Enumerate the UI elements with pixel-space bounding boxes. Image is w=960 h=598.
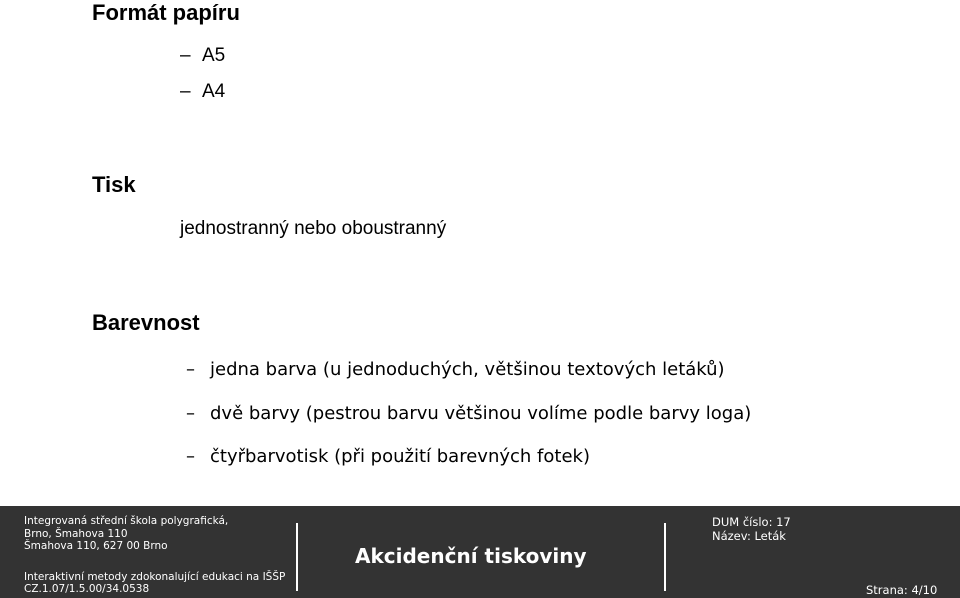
school-city: Brno, Šmahova 110 bbox=[24, 528, 128, 540]
dum-number: DUM číslo: 17 bbox=[712, 515, 791, 529]
list-item: – čtyřbarvotisk (při použití barevných fotek) bbox=[186, 446, 590, 467]
school-address: Šmahova 110, 627 00 Brno bbox=[24, 540, 168, 552]
list-item: – dvě barvy (pestrou barvu většinou volíme podle barvy loga) bbox=[186, 403, 752, 424]
heading-format: Formát papíru bbox=[92, 0, 240, 25]
project-name: Interaktivní metody zdokonalující edukaci na IŠŠP bbox=[24, 571, 286, 583]
project-code: CZ.1.07/1.5.00/34.0538 bbox=[24, 583, 150, 595]
footer-divider-left bbox=[296, 523, 298, 591]
page-number: Strana: 4/10 bbox=[866, 583, 938, 597]
list-item: – A5 bbox=[180, 45, 226, 66]
list-item: – A4 bbox=[180, 81, 226, 102]
list-item: jednostranný nebo oboustranný bbox=[180, 218, 447, 239]
heading-tisk: Tisk bbox=[92, 172, 136, 197]
footer-title: Akcidenční tiskoviny bbox=[355, 544, 587, 568]
doc-name: Název: Leták bbox=[712, 529, 786, 543]
footer-divider-right bbox=[664, 523, 666, 591]
list-item: – jedna barva (u jednoduchých, většinou textových letáků) bbox=[186, 359, 725, 380]
school-name: Integrovaná střední škola polygrafická, bbox=[24, 515, 229, 527]
footer-bar bbox=[0, 506, 960, 598]
heading-barevnost: Barevnost bbox=[92, 310, 200, 335]
